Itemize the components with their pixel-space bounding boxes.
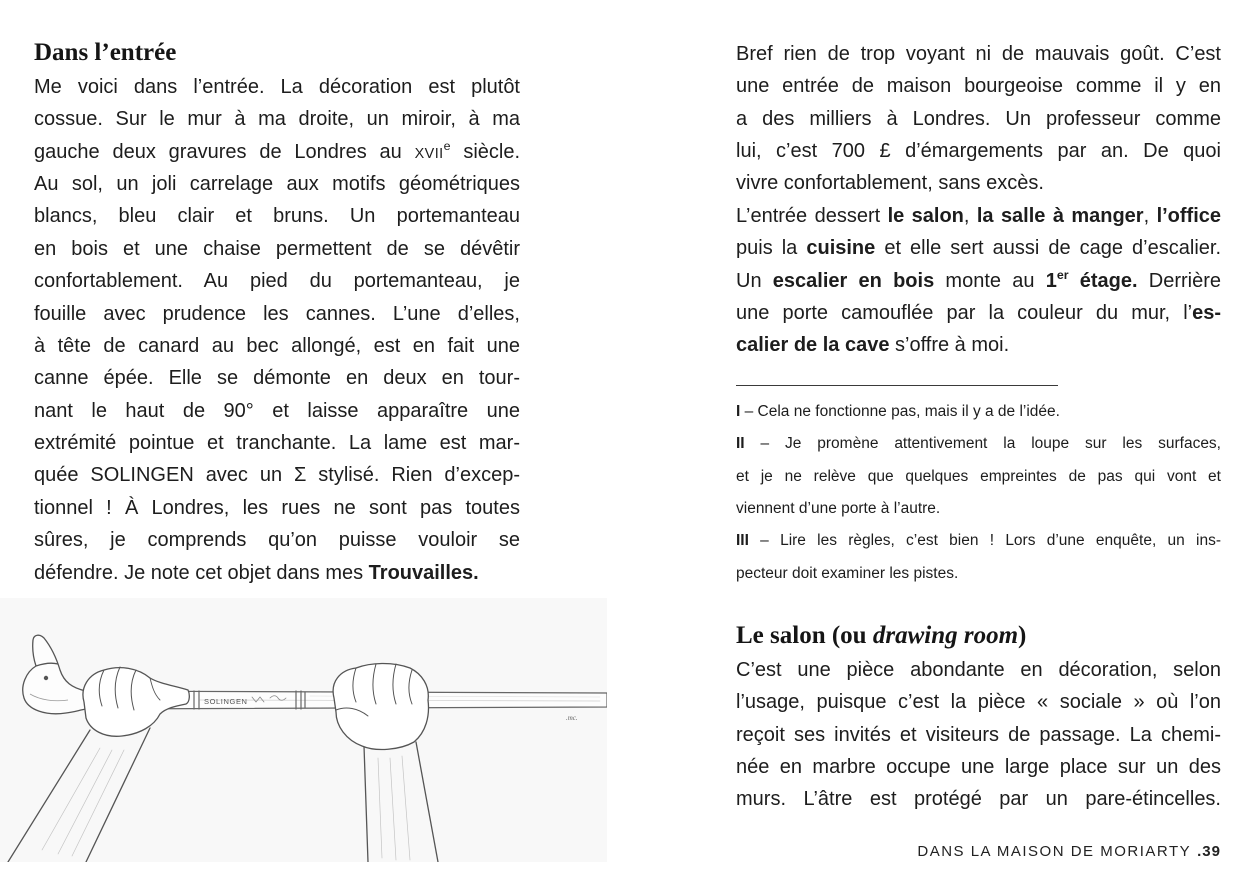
body-line: murs. L’âtre est protégé par un pare-étincelles.	[736, 788, 1221, 811]
footnote-number: III	[736, 532, 749, 550]
body-line: à tête de canard au bec allongé, est en fait une	[34, 334, 520, 357]
body-line: reçoit ses invités et visiteurs de passage. La chemi-	[736, 723, 1221, 746]
cane-sword-illustration	[0, 598, 607, 862]
body-line: l’usage, puisque c’est la pièce « sociale » où l’on	[736, 691, 1221, 714]
body-line: blancs, bleu clair et bruns. Un portemanteau	[34, 205, 520, 228]
body-line: lui, c’est 700 £ d’émargements par an. De quoi	[736, 139, 1221, 162]
body-line: née en marbre occupe une large place sur un des	[736, 755, 1221, 778]
room-office: l’office	[1156, 204, 1222, 227]
body-line: en bois et une chaise permettent de se dévêtir	[34, 237, 520, 260]
body-line	[34, 136, 520, 168]
footnote-text: – Cela ne fonctionne pas, mais il y a de l’idée.	[740, 402, 1060, 420]
century-small-caps: XVII	[414, 145, 444, 162]
body-line	[34, 557, 520, 589]
footnote-line	[736, 525, 1221, 557]
text-run: gauche deux gravures de Londres au	[34, 140, 415, 163]
room-escalier-cave-end: calier de la cave	[736, 334, 890, 357]
body-line	[736, 200, 1221, 232]
entree-paragraph	[34, 71, 520, 589]
text-run: défendre. Je note cet objet dans mes	[34, 561, 369, 584]
text-run: Derrière	[1137, 269, 1222, 292]
text-run: L’entrée dessert	[736, 204, 888, 227]
footnote-line: et je ne relève que quelques empreintes de pas qui vont et	[736, 467, 1221, 485]
body-line: canne épée. Elle se démonte en deux en tour-	[34, 367, 520, 390]
text-run: ,	[963, 204, 977, 227]
section-heading-entree: Dans l’entrée	[34, 39, 177, 66]
body-line: a des milliers à Londres. Un professeur comme	[736, 107, 1221, 130]
body-line: tionnel ! À Londres, les rues ne sont pas toutes	[34, 496, 520, 519]
heading-italic: drawing room	[872, 622, 1019, 649]
footnotes	[736, 396, 1221, 590]
body-line: vivre confortablement, sans excès.	[736, 172, 1044, 195]
footnote-text: – Je promène attentivement la loupe sur les surfaces,	[744, 435, 1221, 453]
text-run: ,	[1143, 204, 1157, 227]
body-line: sûres, je comprends qu’on puisse vouloir se	[34, 529, 520, 552]
room-escalier: escalier en bois	[772, 269, 935, 292]
body-line: Me voici dans l’entrée. La décoration est plutôt	[34, 75, 520, 98]
room-salle-a-manger: la salle à manger	[976, 204, 1144, 227]
heading-text: Le salon (ou	[736, 622, 873, 649]
footnote-text: – Lire les règles, c’est bien ! Lors d’une enquête, un ins-	[748, 532, 1221, 550]
body-line: une entrée de maison bourgeoise comme il y en	[736, 75, 1221, 98]
floor-number: 1	[1045, 269, 1057, 292]
body-line	[736, 232, 1221, 264]
body-line: nant le haut de 90° et laisse apparaître une	[34, 399, 520, 422]
footnote-line	[736, 396, 1221, 428]
text-run: siècle.	[450, 140, 521, 163]
footnote-divider	[736, 385, 1058, 386]
body-line	[736, 297, 1221, 329]
body-line: extrémité pointue et tranchante. La lame est mar-	[34, 432, 520, 455]
running-title: DANS LA MAISON DE MORIARTY	[917, 843, 1192, 860]
text-run: s’offre à moi.	[889, 334, 1010, 357]
body-line: cossue. Sur le mur à ma droite, un miroir, à ma	[34, 108, 520, 131]
text-run: puis la	[736, 237, 807, 260]
text-run: Un	[736, 269, 773, 292]
duck-eye	[44, 676, 48, 680]
room-salon: le salon	[887, 204, 964, 227]
room-escalier-cave-start: es-	[1192, 301, 1221, 324]
footnote-line: pecteur doit examiner les pistes.	[736, 564, 959, 582]
keyword-trouvailles: Trouvailles.	[368, 561, 479, 584]
running-footer	[917, 842, 1221, 862]
body-line: C’est une pièce abondante en décoration, selon	[736, 658, 1221, 681]
salon-paragraph	[736, 654, 1221, 816]
footnote-line	[736, 428, 1221, 460]
footnote-line: viennent d’une porte à l’autre.	[736, 499, 941, 517]
body-line: Bref rien de trop voyant ni de mauvais goût. C’est	[736, 42, 1221, 65]
body-line	[736, 265, 1221, 297]
footnote-number: I	[736, 402, 741, 420]
footnote-number: II	[736, 435, 745, 453]
illustration-background	[0, 598, 607, 862]
body-line: quée SOLINGEN avec un Σ stylisé. Rien d’excep-	[34, 464, 520, 487]
page-number: .39	[1197, 843, 1221, 860]
text-run: monte au	[934, 269, 1046, 292]
body-line: Au sol, un joli carrelage aux motifs géométriques	[34, 172, 520, 195]
continuation-paragraph	[736, 38, 1221, 362]
artist-signature: .mc.	[566, 714, 578, 722]
text-run: et elle sert aussi de cage d’escalier.	[875, 237, 1221, 260]
century-superscript: e	[443, 139, 451, 154]
floor-label: étage.	[1068, 269, 1138, 292]
body-line	[736, 329, 1221, 361]
body-line: confortablement. Au pied du portemanteau, je	[34, 270, 520, 293]
cane-engraving: SOLINGEN	[204, 697, 248, 706]
floor-superscript: er	[1056, 268, 1069, 283]
room-cuisine: cuisine	[806, 237, 876, 260]
section-heading-salon	[736, 619, 1221, 653]
body-line: fouille avec prudence les cannes. L’une d’elles,	[34, 302, 520, 325]
heading-text: )	[1018, 622, 1027, 649]
text-run: une porte camouflée par la couleur du mur, l’	[736, 301, 1193, 324]
